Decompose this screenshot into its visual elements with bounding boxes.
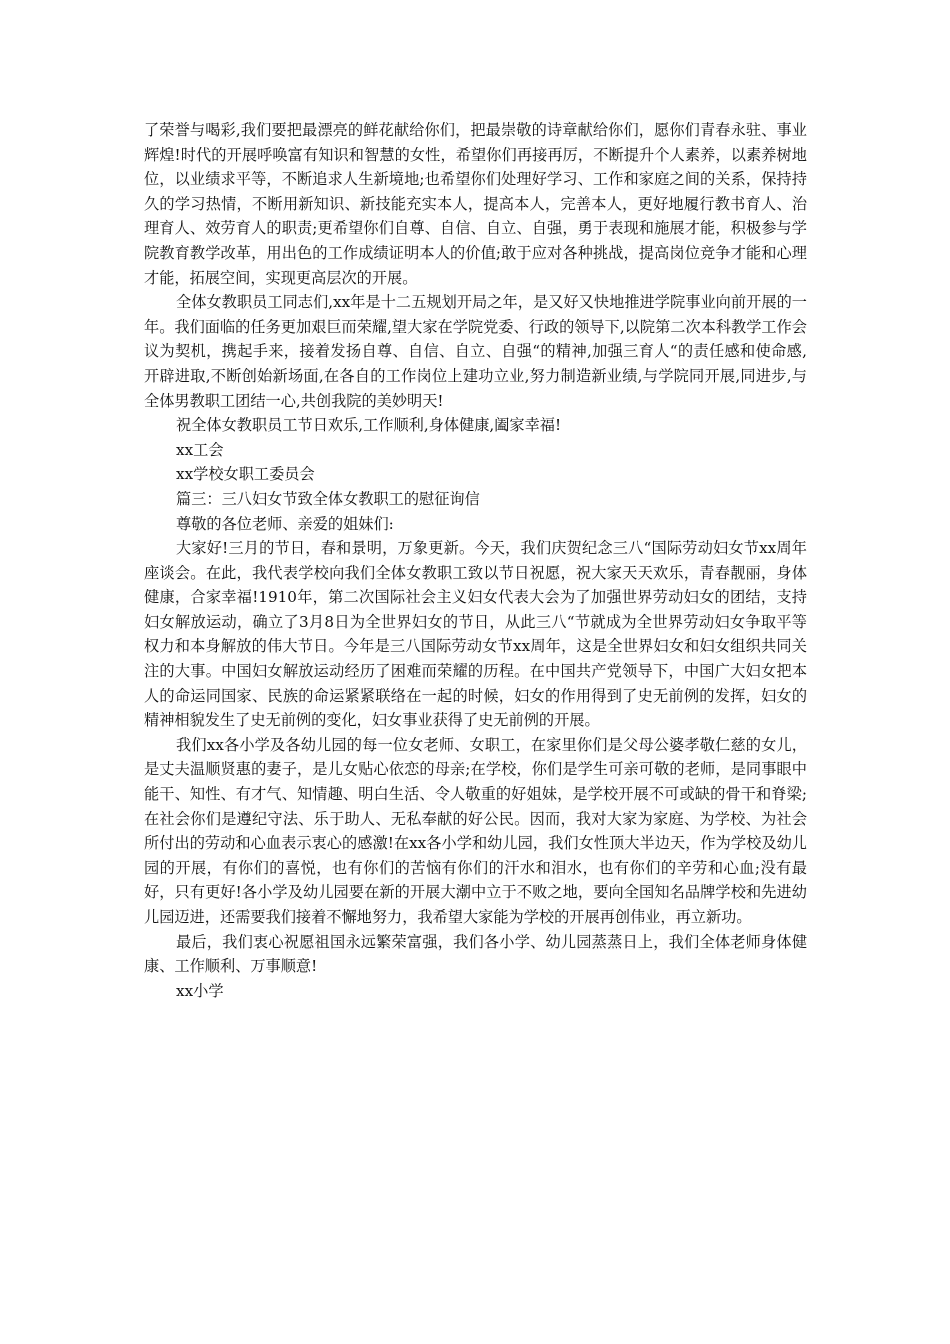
document-page <box>144 118 807 1003</box>
paragraph: 全体女教职员工同志们,xx年是十二五规划开局之年，是又好又快地推进学院事业向前开展的一年。我们面临的任务更加艰巨而荣耀,望大家在学院党委、行政的领导下,以院第二次本科教学工作会议为契机，携起手来，接着发扬自尊、自信、自立、自强“的精神,加强三育人“的责任感和使命感,开辟进取,不断创始新场面,在各自的工作岗位上建功立业,努力制造新业绩,与学院同开展,同进步,与全体男教职工团结一心,共创我院的美妙明天! <box>144 293 807 410</box>
paragraph: 我们xx各小学及各幼儿园的每一位女老师、女职工，在家里你们是父母公婆孝敬仁慈的女儿，是丈夫温顺贤惠的妻子，是儿女贴心依恋的母亲;在学校，你们是学生可亲可敬的老师，是同事眼中能干、知性、有才气、知情趣、明白生活、令人敬重的好姐妹，是学校开展不可或缺的骨干和脊梁;在社会你们是遵纪守法、乐于助人、无私奉献的好公民。因而，我对大家为家庭、为学校、为社会所付出的劳动和心血表示衷心的感激!在xx各小学和幼儿园，我们女性顶大半边天，作为学校及幼儿园的开展，有你们的喜悦，也有你们的苦恼有你们的汗水和泪水，也有你们的辛劳和心血;没有最好，只有更好!各小学及幼儿园要在新的开展大潮中立于不败之地，要向全国知名品牌学校和先进幼儿园迈进，还需要我们接着不懈地努力，我希望大家能为学校的开展再创伟业，再立新功。 <box>144 735 807 926</box>
paragraph: 大家好!三月的节日，春和景明，万象更新。今天，我们庆贺纪念三八“国际劳动妇女节xx周年座谈会。在此，我代表学校向我们全体女教职工致以节日祝愿，祝大家天天欢乐，青春靓丽，身体健康，合家幸福!1910年，第二次国际社会主义妇女代表大会为了加强世界劳动妇女的团结，支持妇女解放运动，确立了3月8日为全世界妇女的节日，从此三八“节就成为全世界劳动妇女争取平等权力和本身解放的伟大节日。今年是三八国际劳动女节xx周年，这是全世界妇女和妇女组织共同关注的大事。中国妇女解放运动经历了困难而荣耀的历程。在中国共产党领导下，中国广大妇女把本人的命运同国家、民族的命运紧紧联络在一起的时候，妇女的作用得到了史无前例的发挥，妇女的精神相貌发生了史无前例的变化，妇女事业获得了史无前例的开展。 <box>144 539 807 730</box>
signature: xx小学 <box>176 981 224 1000</box>
paragraph: xx工会 <box>176 440 224 459</box>
paragraph: 最后，我们衷心祝愿祖国永远繁荣富强，我们各小学、幼儿园蒸蒸日上，我们全体老师身体健康、工作顺利、万事顺意! <box>144 932 807 976</box>
paragraph: 祝全体女教职员工节日欢乐,工作顺利,身体健康,阖家幸福! <box>176 416 562 435</box>
section-title: 篇三：三八妇女节致全体女教职工的慰征询信 <box>176 489 480 508</box>
paragraph: 了荣誉与喝彩,我们要把最漂亮的鲜花献给你们，把最崇敬的诗章献给你们，愿你们青春永驻、事业辉煌!时代的开展呼唤富有知识和智慧的女性，希望你们再接再厉，不断提升个人素养，以素养树地位，以业绩求平等，不断追求人生新境地;也希望你们处理好学习、工作和家庭之间的关系，保持持久的学习热情，不断用新知识、新技能充实本人，提高本人，完善本人，更好地履行教书育人、治理育人、效劳育人的职责;更希望你们自尊、自信、自立、自强，勇于表现和施展才能，积极参与学院教育教学改革，用出色的工作成绩证明本人的价值;敢于应对各种挑战，提高岗位竞争才能和心理才能，拓展空间，实现更高层次的开展。 <box>144 121 807 287</box>
paragraph: xx学校女职工委员会 <box>176 465 315 484</box>
salutation: 尊敬的各位老师、亲爱的姐妹们: <box>176 514 394 533</box>
